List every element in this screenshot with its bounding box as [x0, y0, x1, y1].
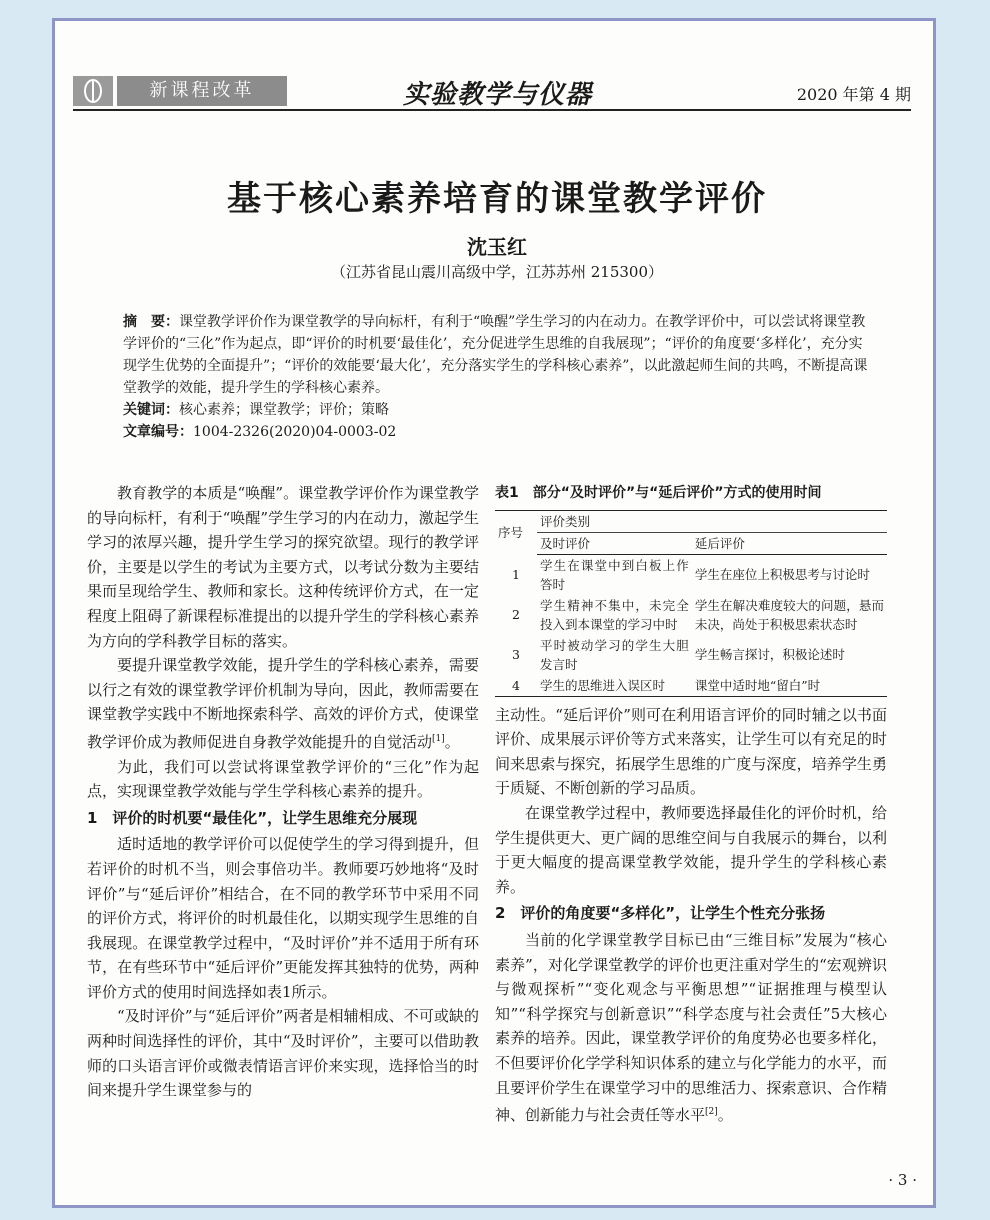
abstract-label: 摘 要： — [123, 314, 179, 330]
col-header-immediate: 及时评价 — [537, 532, 692, 554]
column-tag: 新课程改革 — [117, 76, 287, 106]
table-cell-immediate: 平时被动学习的学生大胆发言时 — [540, 637, 689, 672]
article-author: 沈玉红 — [467, 235, 527, 259]
header-rule — [73, 109, 911, 111]
paragraph-text: 当前的化学课堂教学目标已由“三维目标”发展为“核心素养”，对化学课堂教学的评价也更注重对学生的“宏观辨识与微观探析”“变化观念与平衡思想”“证据推理与模型认知”“科学探究与创新意识”“科学态度与社会责任”5大核心素养的培养。因此，课堂教学评价的角度势必也要多样化，不但要评价化学学科知识体系的建立与化学能力的水平，而且要评价学生在课堂学习中的思维活力、探索意识、合作精神、创新能力与社会责任等水平 — [495, 930, 887, 1125]
paragraph-end: 。 — [444, 732, 460, 751]
paragraph: “及时评价”与“延后评价”两者是相辅相成、不可或缺的两种时间选择性的评价，其中“及时评价”，主要可以借助教师的口头语言评价或微表情语言评价来实现，选择恰当的时间来提升学生课堂参与的 — [87, 1007, 479, 1100]
paragraph-end: 。 — [717, 1106, 733, 1125]
paragraph: 适时适地的教学评价可以促使学生的学习得到提升，但若评价的时机不当，则会事倍功半。教师要巧妙地将“及时评价”与“延后评价”相结合，在不同的教学环节中采用不同的评价方式，将评价的时机最佳化，以期实现学生思维的自我展现。在课堂教学过程中，“及时评价”并不适用于所有环节，在有些环节中“延后评价”更能发挥其独特的优势，两种评价方式的使用时间选择如表1所示。 — [87, 835, 479, 1001]
table-row — [495, 595, 887, 635]
table-cell-no: 4 — [495, 675, 537, 697]
journal-name: 实验教学与仪器 — [403, 80, 593, 110]
section-heading-1: 1 评价的时机要“最佳化”，让学生思维充分展现 — [87, 808, 418, 827]
col-header-no: 序号 — [495, 510, 537, 554]
citation-ref: [1] — [432, 733, 445, 744]
issue-label: 2020 年第 4 期 — [796, 85, 911, 104]
abstract-text: 课堂教学评价作为课堂教学的导向标杆，有利于“唤醒”学生学习的内在动力。在教学评价中，可以尝试将课堂教学评价的“三化”作为起点，即“评价的时机要‘最佳化’，充分促进学生思维的自我展现”；“评价的角度要‘多样化’，充分实现学生优势的全面提升”；“评价的效能要‘最大化’，充分落实学生的学科核心素养”，以此激起师生间的共鸣，不断提高课堂教学的效能，提升学生的学科核心素养。 — [123, 314, 868, 396]
article-title: 基于核心素养培育的课堂教学评价 — [227, 179, 767, 219]
article-number-text: 1004-2326(2020)04-0003-02 — [193, 424, 397, 440]
paragraph-text: 要提升课堂教学效能，提升学生的学科核心素养，需要以行之有效的课堂教学评价机制为导向，因此，教师需要在课堂教学实践中不断地探索科学、高效的评价方式，使课堂教学评价成为教师促进自身教学效能提升的自觉活动 — [87, 656, 479, 751]
table-cell-delayed: 学生在解决难度较大的问题，悬而未决，尚处于积极思索状态时 — [694, 597, 884, 632]
left-column — [87, 481, 479, 1103]
article-number — [123, 421, 871, 443]
col-header-group: 评价类别 — [537, 510, 887, 532]
keywords — [123, 399, 871, 421]
table-cell-delayed: 学生畅言探讨，积极论述时 — [694, 647, 845, 663]
table-cell-immediate: 学生精神不集中，未完全投入到本课堂的学习中时 — [540, 597, 689, 632]
paragraph: 在课堂教学过程中，教师要选择最佳化的评价时机，给学生提供更大、更广阔的思维空间与自我展示的舞台，以利于更大幅度的提高课堂教学效能，提升学生的学科核心素养。 — [495, 803, 887, 896]
paragraph — [495, 928, 887, 1128]
keywords-text: 核心素养；课堂教学；评价；策略 — [179, 402, 389, 418]
keywords-label: 关键词： — [123, 402, 179, 418]
citation-ref: [2] — [705, 1107, 718, 1118]
evaluation-timing-table — [495, 510, 887, 697]
table-row — [495, 554, 887, 595]
table-caption: 表1 部分“及时评价”与“延后评价”方式的使用时间 — [495, 485, 822, 501]
table-cell-no: 3 — [512, 647, 520, 663]
abstract-block — [123, 311, 871, 443]
paragraph: 主动性。“延后评价”则可在利用语言评价的同时辅之以书面评价、成果展示评价等方式来落实，让学生可以有充足的时间来思索与探究，拓展学生思维的广度与深度，培养学生勇于质疑、不断创新的学习品质。 — [495, 705, 887, 798]
paragraph: 教育教学的本质是“唤醒”。课堂教学评价作为课堂教学的导向标杆，有利于“唤醒”学生学习的内在动力，激起学生学习的浓厚兴趣，提升学生学习的探究欲望。现行的教学评价，主要是以学生的考试为主要方式，以考试分数为主要结果而呈现给学生、教师和家长。这种传统评价方式，在一定程度上阻碍了新课程标准提出的以提升学生的学科核心素养为方向的学科教学目标的落实。 — [87, 484, 479, 650]
article-number-label: 文章编号： — [123, 424, 193, 440]
table-cell-immediate: 学生的思维进入误区时 — [537, 675, 692, 697]
table-row — [495, 635, 887, 675]
paragraph: 为此，我们可以尝试将课堂教学评价的“三化”作为起点，实现课堂教学效能与学生学科核心素养的提升。 — [87, 757, 479, 801]
table-cell-no: 2 — [512, 607, 520, 623]
table-cell-immediate: 学生在课堂中到白板上作答时 — [540, 557, 689, 592]
author-affiliation: （江苏省昆山震川高级中学，江苏苏州 215300） — [330, 263, 664, 281]
journal-logo-icon — [73, 76, 113, 106]
table-row — [495, 675, 887, 697]
right-column — [495, 481, 887, 1128]
section-heading-2: 2 评价的角度要“多样化”，让学生个性充分张扬 — [495, 904, 826, 923]
col-header-delayed: 延后评价 — [692, 532, 887, 554]
table-cell-delayed: 学生在座位上积极思考与讨论时 — [694, 567, 870, 583]
page-header — [73, 76, 911, 108]
journal-page — [52, 18, 936, 1208]
table-cell-delayed: 课堂中适时地“留白”时 — [692, 675, 887, 697]
page-number: · 3 · — [888, 1171, 917, 1189]
table-cell-no: 1 — [512, 566, 520, 582]
paragraph — [87, 653, 479, 754]
abstract — [123, 311, 871, 399]
